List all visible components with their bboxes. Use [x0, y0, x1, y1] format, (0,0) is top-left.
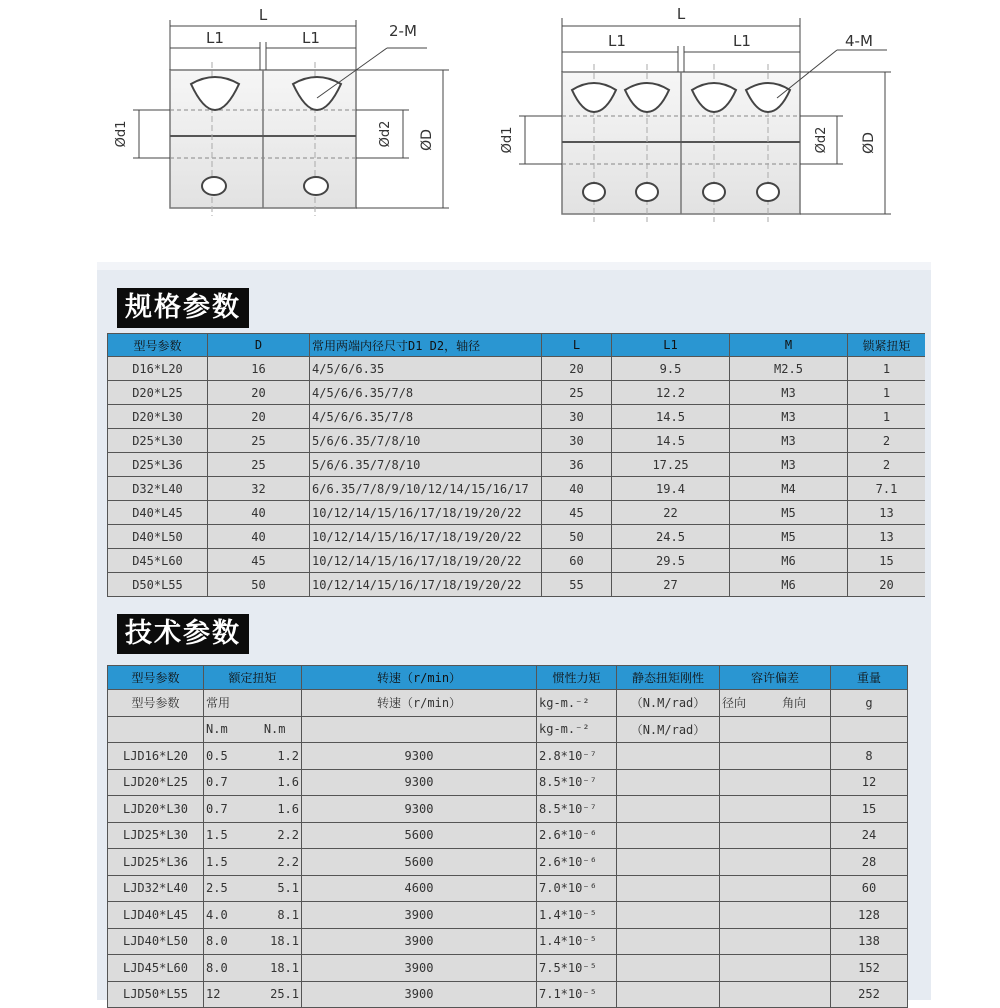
tech-cell — [617, 928, 720, 955]
tech-cell: 3900 — [302, 928, 537, 955]
spec-cell: 27 — [612, 573, 730, 597]
left-dim-d1: Ød1 — [114, 120, 129, 148]
spec-cell: 30 — [542, 429, 612, 453]
tech-unit-rigidity: （N.M/rad） — [617, 716, 720, 743]
tech-cell: 12 — [831, 769, 908, 796]
table-row — [108, 822, 908, 849]
right-dim-d1: Ød1 — [500, 126, 515, 154]
tech-cell — [720, 981, 831, 1008]
spec-cell: M2.5 — [730, 357, 848, 381]
table-row — [108, 981, 908, 1008]
table-row — [108, 955, 908, 982]
spec-cell: 1 — [848, 381, 926, 405]
tech-torque-cell — [204, 981, 302, 1008]
tech-sub-common: 常用 — [204, 690, 302, 717]
tech-cell: 24 — [831, 822, 908, 849]
spec-cell: 15 — [848, 549, 926, 573]
spec-cell: D50*L55 — [108, 573, 208, 597]
left-dim-L1b: L1 — [302, 29, 320, 47]
tech-cell — [617, 902, 720, 929]
tech-cell — [720, 796, 831, 823]
tech-subheader-row — [108, 690, 908, 717]
table-row — [108, 549, 926, 573]
tech-torque-max: 1.6 — [277, 801, 299, 816]
tech-cell: 7.0*10⁻⁶ — [537, 875, 617, 902]
tech-torque-common: 8.0 — [206, 960, 228, 975]
tech-cell — [720, 955, 831, 982]
tech-cell — [720, 928, 831, 955]
table-row — [108, 875, 908, 902]
tech-header-rigidity: 静态扭矩刚性 — [617, 666, 720, 690]
spec-cell: 50 — [542, 525, 612, 549]
tech-cell: LJD25*L36 — [108, 849, 204, 876]
spec-cell: D20*L30 — [108, 405, 208, 429]
table-row — [108, 796, 908, 823]
tech-cell: 8.5*10⁻⁷ — [537, 796, 617, 823]
tech-cell: 7.1*10⁻⁵ — [537, 981, 617, 1008]
tech-unit-empty — [831, 716, 908, 743]
table-row — [108, 405, 926, 429]
tech-torque-common: 0.7 — [206, 801, 228, 816]
tech-unit-nm1: N.m — [206, 722, 228, 737]
left-dim-L: L — [258, 6, 268, 24]
tech-cell: 2.6*10⁻⁶ — [537, 822, 617, 849]
tech-unit-empty — [720, 716, 831, 743]
tech-unit-empty — [302, 716, 537, 743]
spec-cell: 14.5 — [612, 405, 730, 429]
table-row — [108, 477, 926, 501]
spec-table-viewport — [107, 333, 925, 599]
spec-cell: 60 — [542, 549, 612, 573]
section-divider — [97, 262, 931, 270]
tech-torque-cell — [204, 955, 302, 982]
spec-cell: M3 — [730, 381, 848, 405]
tech-unit-nm — [204, 716, 302, 743]
table-row — [108, 453, 926, 477]
spec-cell: 36 — [542, 453, 612, 477]
spec-cell: M6 — [730, 573, 848, 597]
tech-torque-max: 2.2 — [277, 854, 299, 869]
tech-cell: 15 — [831, 796, 908, 823]
tech-torque-common: 1.5 — [206, 854, 228, 869]
tech-torque-max: 1.6 — [277, 775, 299, 790]
tech-cell: LJD20*L25 — [108, 769, 204, 796]
spec-cell: D45*L60 — [108, 549, 208, 573]
spec-section-title: 规格参数 — [117, 288, 249, 328]
spec-cell: 4/5/6/6.35/7/8 — [310, 405, 542, 429]
tech-torque-max: 1.2 — [277, 748, 299, 763]
tech-cell — [720, 902, 831, 929]
tech-header-model: 型号参数 — [108, 666, 204, 690]
spec-header-l: L — [542, 334, 612, 357]
coupling-diagram-area — [97, 0, 931, 262]
tech-cell: LJD50*L55 — [108, 981, 204, 1008]
tech-cell: 5600 — [302, 822, 537, 849]
tech-torque-max: 18.1 — [270, 960, 299, 975]
spec-cell: 30 — [542, 405, 612, 429]
spec-cell: 40 — [208, 501, 310, 525]
tech-header-inertia: 惯性力矩 — [537, 666, 617, 690]
spec-cell: M3 — [730, 453, 848, 477]
tech-cell — [617, 743, 720, 770]
spec-cell: D40*L45 — [108, 501, 208, 525]
spec-cell: 10/12/14/15/16/17/18/19/20/22 — [310, 525, 542, 549]
tech-torque-cell — [204, 902, 302, 929]
tech-cell — [720, 769, 831, 796]
tech-header-deviation: 容许偏差 — [720, 666, 831, 690]
spec-cell: 40 — [542, 477, 612, 501]
table-row — [108, 849, 908, 876]
tech-torque-common: 4.0 — [206, 907, 228, 922]
tech-table — [107, 665, 908, 1008]
spec-cell: 50 — [208, 573, 310, 597]
spec-cell: 4/5/6/6.35 — [310, 357, 542, 381]
tech-cell: 8.5*10⁻⁷ — [537, 769, 617, 796]
tech-torque-common: 12 — [206, 987, 221, 1002]
tech-cell — [617, 981, 720, 1008]
tech-torque-common: 0.7 — [206, 775, 228, 790]
tech-header-speed: 转速（r/min） — [302, 666, 537, 690]
left-dim-d2: Ød2 — [378, 120, 393, 148]
spec-cell: 9.5 — [612, 357, 730, 381]
tech-torque-max: 5.1 — [277, 881, 299, 896]
tech-unit-nm2: N.m — [263, 722, 286, 737]
tech-cell: 5600 — [302, 849, 537, 876]
spec-cell: D32*L40 — [108, 477, 208, 501]
spec-cell: 55 — [542, 573, 612, 597]
spec-cell: 14.5 — [612, 429, 730, 453]
spec-cell: M6 — [730, 549, 848, 573]
right-dim-d2: Ød2 — [814, 126, 829, 154]
tech-torque-cell — [204, 769, 302, 796]
tech-cell: 1.4*10⁻⁵ — [537, 928, 617, 955]
tech-sub-radial: 径向 — [722, 696, 747, 711]
tech-cell: 9300 — [302, 769, 537, 796]
tech-cell — [617, 822, 720, 849]
spec-cell: 10/12/14/15/16/17/18/19/20/22 — [310, 573, 542, 597]
tech-cell: 9300 — [302, 743, 537, 770]
spec-cell: D40*L50 — [108, 525, 208, 549]
spec-cell: 25 — [208, 453, 310, 477]
spec-cell: 32 — [208, 477, 310, 501]
right-dim-M: 4-M — [845, 32, 873, 50]
spec-cell: 2 — [848, 453, 926, 477]
tech-torque-common: 2.5 — [206, 881, 228, 896]
tech-torque-common: 1.5 — [206, 828, 228, 843]
left-dim-M: 2-M — [389, 22, 417, 40]
spec-cell: 4/5/6/6.35/7/8 — [310, 381, 542, 405]
tech-cell: LJD20*L30 — [108, 796, 204, 823]
spec-cell: 20 — [208, 405, 310, 429]
tech-sub-deviation — [720, 690, 831, 717]
tech-cell — [720, 822, 831, 849]
spec-cell: 25 — [542, 381, 612, 405]
tech-sub-speed: 转速（r/min） — [302, 690, 537, 717]
spec-header-m: M — [730, 334, 848, 357]
tech-unit-inertia: kg-m.⁻² — [537, 716, 617, 743]
spec-cell: 5/6/6.35/7/8/10 — [310, 429, 542, 453]
tech-section-title: 技术参数 — [117, 614, 249, 654]
spec-cell: D25*L30 — [108, 429, 208, 453]
table-row — [108, 769, 908, 796]
spec-cell: 7.1 — [848, 477, 926, 501]
tech-cell: 138 — [831, 928, 908, 955]
tech-cell: 60 — [831, 875, 908, 902]
tech-torque-cell — [204, 743, 302, 770]
spec-cell: M3 — [730, 405, 848, 429]
right-dim-L1b: L1 — [733, 32, 751, 50]
table-row — [108, 573, 926, 597]
tech-cell: 9300 — [302, 796, 537, 823]
tech-cell: 8 — [831, 743, 908, 770]
table-row — [108, 902, 908, 929]
tech-cell — [720, 875, 831, 902]
spec-cell: D16*L20 — [108, 357, 208, 381]
tech-sub-rigidity: （N.M/rad） — [617, 690, 720, 717]
tech-cell — [720, 849, 831, 876]
spec-table — [107, 333, 925, 597]
tech-torque-cell — [204, 796, 302, 823]
spec-header-torque: 锁紧扭矩 — [848, 334, 926, 357]
tech-torque-cell — [204, 928, 302, 955]
spec-header-l1: L1 — [612, 334, 730, 357]
spec-cell: M3 — [730, 429, 848, 453]
tech-header-torque: 额定扭矩 — [204, 666, 302, 690]
tech-sub-angular: 角向 — [782, 696, 807, 711]
tech-cell: LJD40*L45 — [108, 902, 204, 929]
spec-cell: 25 — [208, 429, 310, 453]
spec-cell: 20 — [542, 357, 612, 381]
tech-torque-cell — [204, 875, 302, 902]
tech-cell — [617, 955, 720, 982]
left-dim-D: ØD — [419, 129, 435, 151]
tech-cell: 28 — [831, 849, 908, 876]
spec-cell: 6/6.35/7/8/9/10/12/14/15/16/17 — [310, 477, 542, 501]
tech-cell: 7.5*10⁻⁵ — [537, 955, 617, 982]
tech-sub-weight: g — [831, 690, 908, 717]
tech-cell — [617, 849, 720, 876]
spec-cell: 29.5 — [612, 549, 730, 573]
spec-header-d: D — [208, 334, 310, 357]
tech-cell: LJD45*L60 — [108, 955, 204, 982]
tech-cell: LJD32*L40 — [108, 875, 204, 902]
tech-cell — [617, 875, 720, 902]
table-row — [108, 381, 926, 405]
spec-cell: 17.25 — [612, 453, 730, 477]
right-dim-L1a: L1 — [608, 32, 626, 50]
spec-cell: 5/6/6.35/7/8/10 — [310, 453, 542, 477]
tech-torque-common: 0.5 — [206, 748, 228, 763]
spec-cell: 10/12/14/15/16/17/18/19/20/22 — [310, 501, 542, 525]
spec-cell: 45 — [208, 549, 310, 573]
tech-sub-inertia: kg-m.⁻² — [537, 690, 617, 717]
tech-unit-empty — [108, 716, 204, 743]
right-dim-L: L — [676, 5, 686, 23]
spec-cell: 20 — [848, 573, 926, 597]
tech-torque-cell — [204, 849, 302, 876]
table-row — [108, 525, 926, 549]
spec-header-model: 型号参数 — [108, 334, 208, 357]
right-dim-D: ØD — [861, 132, 877, 154]
spec-cell: 12.2 — [612, 381, 730, 405]
tech-cell: LJD16*L20 — [108, 743, 204, 770]
left-coupling-drawing — [114, 6, 449, 216]
table-row — [108, 928, 908, 955]
tech-cell: LJD40*L50 — [108, 928, 204, 955]
spec-cell: 22 — [612, 501, 730, 525]
tech-cell — [617, 769, 720, 796]
tech-cell: LJD25*L30 — [108, 822, 204, 849]
tech-sub-model: 型号参数 — [108, 690, 204, 717]
tech-cell: 4600 — [302, 875, 537, 902]
tech-torque-max: 25.1 — [270, 987, 299, 1002]
tech-torque-max: 18.1 — [270, 934, 299, 949]
tech-torque-common: 8.0 — [206, 934, 228, 949]
coupling-drawings — [97, 0, 931, 262]
spec-cell: 2 — [848, 429, 926, 453]
spec-cell: 1 — [848, 405, 926, 429]
tech-cell: 3900 — [302, 902, 537, 929]
table-row — [108, 743, 908, 770]
spec-cell: 13 — [848, 501, 926, 525]
spec-cell: 13 — [848, 525, 926, 549]
tech-torque-max: 2.2 — [277, 828, 299, 843]
spec-cell: D25*L36 — [108, 453, 208, 477]
table-row — [108, 357, 926, 381]
tech-cell: 1.4*10⁻⁵ — [537, 902, 617, 929]
right-coupling-drawing — [500, 5, 891, 222]
tech-header-weight: 重量 — [831, 666, 908, 690]
tech-cell: 3900 — [302, 981, 537, 1008]
tech-header-row — [108, 666, 908, 690]
spec-cell: 1 — [848, 357, 926, 381]
tech-cell — [720, 743, 831, 770]
spec-cell: 24.5 — [612, 525, 730, 549]
spec-cell: 45 — [542, 501, 612, 525]
tech-unit-row — [108, 716, 908, 743]
spec-cell: 40 — [208, 525, 310, 549]
spec-header-bore: 常用两端内径尺寸D1 D2，轴径 — [310, 334, 542, 357]
tech-torque-max: 8.1 — [277, 907, 299, 922]
spec-cell: M4 — [730, 477, 848, 501]
tech-cell — [617, 796, 720, 823]
tech-cell: 152 — [831, 955, 908, 982]
spec-cell: 20 — [208, 381, 310, 405]
spec-cell: M5 — [730, 525, 848, 549]
spec-cell: M5 — [730, 501, 848, 525]
spec-cell: 10/12/14/15/16/17/18/19/20/22 — [310, 549, 542, 573]
tech-cell: 128 — [831, 902, 908, 929]
spec-cell: 16 — [208, 357, 310, 381]
spec-cell: D20*L25 — [108, 381, 208, 405]
spec-header-row — [108, 334, 926, 357]
spec-cell: 19.4 — [612, 477, 730, 501]
left-dim-L1a: L1 — [206, 29, 224, 47]
table-row — [108, 429, 926, 453]
tech-cell: 252 — [831, 981, 908, 1008]
tech-cell: 2.6*10⁻⁶ — [537, 849, 617, 876]
table-row — [108, 501, 926, 525]
tech-cell: 3900 — [302, 955, 537, 982]
tech-torque-cell — [204, 822, 302, 849]
tech-cell: 2.8*10⁻⁷ — [537, 743, 617, 770]
